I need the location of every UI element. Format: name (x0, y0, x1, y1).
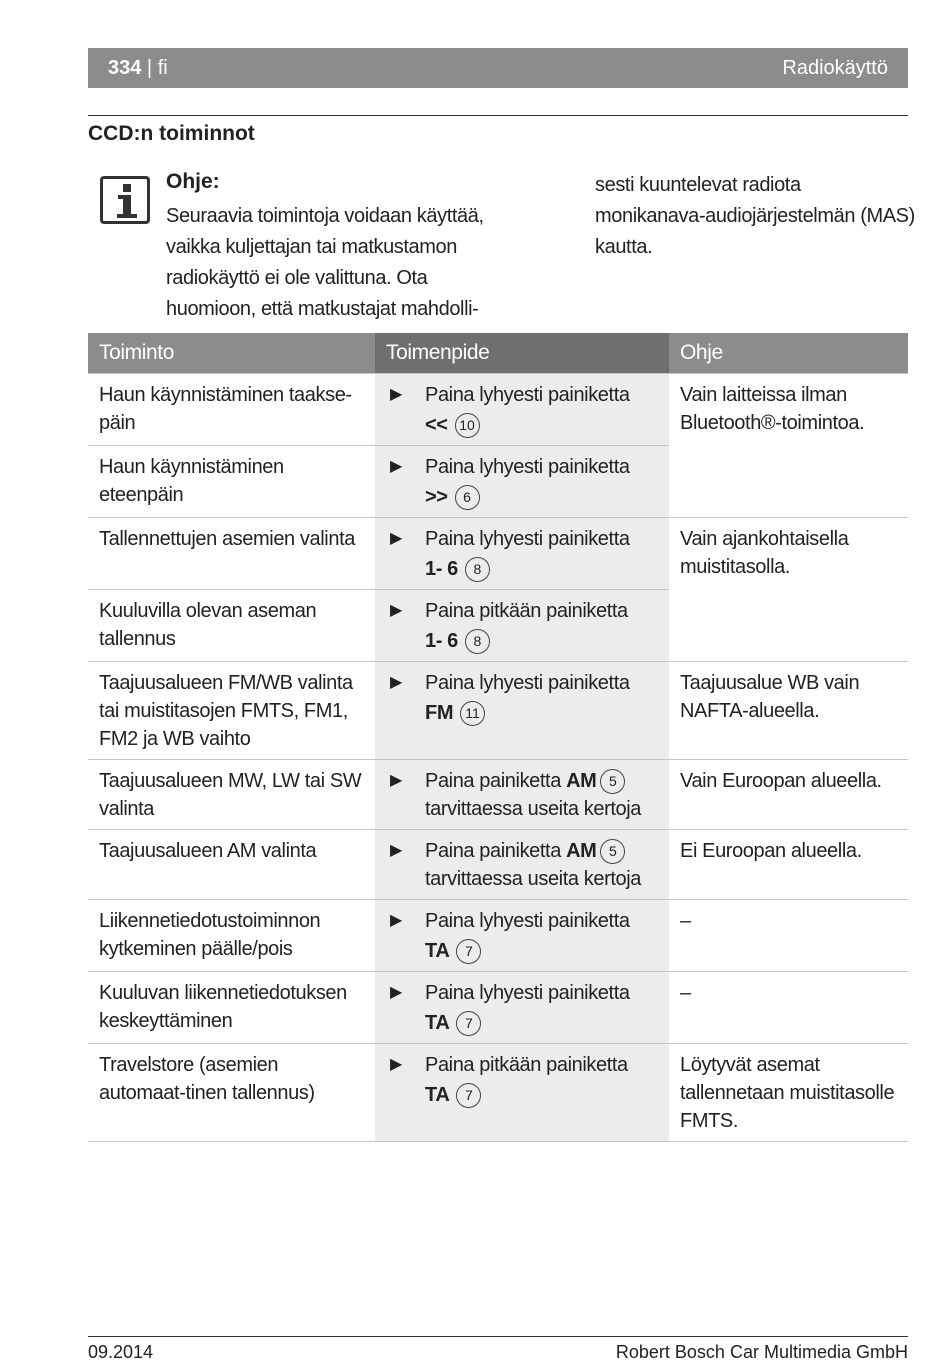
note-cell: – (669, 971, 908, 1043)
button-key: << (425, 413, 448, 436)
button-number: 11 (460, 701, 485, 726)
action-cell: ▶ Paina lyhyesti painiketta >> 6 (375, 445, 669, 517)
function-cell: Taajuusalueen MW, LW tai SW valinta (88, 759, 375, 829)
page-number: 334 | fi (108, 57, 168, 79)
action-cell: ▶ Paina painiketta AM 5 tarvittaessa useita kertoja (375, 759, 669, 829)
table-row (88, 1043, 908, 1141)
function-cell: Taajuusalueen AM valinta (88, 829, 375, 899)
table-row (88, 589, 908, 661)
note-text-col1: Seuraavia toimintoja voidaan käyttää, vaikka kuljettajan tai matkustamon radiokäyttö ei ole valittuna. Ota huomioon, että matkustajat mahdolli- (166, 205, 484, 320)
header-function: Toiminto (88, 333, 375, 373)
function-cell: Kuuluvilla olevan aseman tallennus (88, 589, 375, 661)
table-row (88, 661, 908, 759)
function-cell: Liikennetiedotustoiminnon kytkeminen päälle/pois (88, 899, 375, 971)
table-row (88, 373, 908, 445)
section-name: Radiokäyttö (782, 57, 888, 79)
arrow-icon: ▶ (390, 983, 402, 1001)
button-key: AM (566, 839, 597, 862)
arrow-icon: ▶ (390, 673, 402, 691)
table-row (88, 517, 908, 589)
function-cell: Haun käynnistäminen taakse-päin (88, 373, 375, 445)
arrow-icon: ▶ (390, 841, 402, 859)
note-cell: Vain ajankohtaisella muistitasolla. (669, 517, 908, 589)
button-number: 5 (600, 769, 625, 794)
note-cell: Taajuusalue WB vain NAFTA-alueella. (669, 661, 908, 759)
table-row (88, 971, 908, 1043)
table-row (88, 445, 908, 517)
bottom-divider (88, 1336, 908, 1337)
button-key: TA (425, 1083, 450, 1106)
action-cell: ▶ Paina lyhyesti painiketta TA 7 (375, 971, 669, 1043)
note-cell: – (669, 899, 908, 971)
header-note: Ohje (669, 333, 908, 373)
note-cell: Vain laitteissa ilman Bluetooth®-toimintoa. (669, 373, 908, 445)
button-number: 5 (600, 839, 625, 864)
arrow-icon: ▶ (390, 529, 402, 547)
action-cell: ▶ Paina pitkään painiketta 1- 6 8 (375, 589, 669, 661)
footer-company: Robert Bosch Car Multimedia GmbH (615, 1342, 908, 1362)
section-title: CCD:n toiminnot (88, 122, 255, 145)
button-key: TA (425, 939, 450, 962)
button-key: >> (425, 485, 448, 508)
action-cell: ▶ Paina pitkään painiketta TA 7 (375, 1043, 669, 1141)
page-header (88, 48, 908, 88)
button-key: FM (425, 701, 454, 724)
note-cell (669, 445, 908, 517)
button-number: 10 (455, 413, 480, 438)
arrow-icon: ▶ (390, 771, 402, 789)
button-key: AM (566, 769, 597, 792)
button-number: 7 (456, 1011, 481, 1036)
info-icon (100, 176, 150, 224)
note-cell: Löytyvät asemat tallennetaan muistitasolle FMTS. (669, 1043, 908, 1141)
function-cell: Travelstore (asemien automaat-tinen tallennus) (88, 1043, 375, 1141)
header-action: Toimenpide (375, 333, 669, 373)
note-title: Ohje: (166, 170, 220, 193)
note-text-col2: sesti kuuntelevat radiota monikanava-audiojärjestelmän (MAS) kautta. (595, 174, 915, 258)
table-header-row (88, 333, 908, 373)
button-number: 6 (455, 485, 480, 510)
action-cell: ▶ Paina painiketta AM 5 tarvittaessa useita kertoja (375, 829, 669, 899)
language-code: fi (157, 57, 168, 79)
function-cell: Taajuusalueen FM/WB valinta tai muistitasojen FMTS, FM1, FM2 ja WB vaihto (88, 661, 375, 759)
action-cell: ▶ Paina lyhyesti painiketta TA 7 (375, 899, 669, 971)
arrow-icon: ▶ (390, 911, 402, 929)
arrow-icon: ▶ (390, 457, 402, 475)
function-cell: Kuuluvan liikennetiedotuksen keskeyttäminen (88, 971, 375, 1043)
arrow-icon: ▶ (390, 385, 402, 403)
footer-date: 09.2014 (88, 1342, 154, 1362)
top-divider (88, 115, 908, 116)
arrow-icon: ▶ (390, 601, 402, 619)
button-key: TA (425, 1011, 450, 1034)
table-row (88, 829, 908, 899)
arrow-icon: ▶ (390, 1055, 402, 1073)
button-number: 7 (456, 1083, 481, 1108)
action-cell: ▶ Paina lyhyesti painiketta << 10 (375, 373, 669, 445)
button-number: 8 (465, 629, 490, 654)
action-cell: ▶ Paina lyhyesti painiketta 1- 6 8 (375, 517, 669, 589)
button-number: 7 (456, 939, 481, 964)
table-row (88, 899, 908, 971)
note-cell: Vain Euroopan alueella. (669, 759, 908, 829)
table-row (88, 759, 908, 829)
button-number: 8 (465, 557, 490, 582)
function-cell: Haun käynnistäminen eteenpäin (88, 445, 375, 517)
function-cell: Tallennettujen asemien valinta (88, 517, 375, 589)
note-cell (669, 589, 908, 661)
button-key: 1- 6 (425, 629, 458, 652)
functions-table (88, 333, 908, 1142)
note-cell: Ei Euroopan alueella. (669, 829, 908, 899)
action-cell: ▶ Paina lyhyesti painiketta FM 11 (375, 661, 669, 759)
button-key: 1- 6 (425, 557, 458, 580)
